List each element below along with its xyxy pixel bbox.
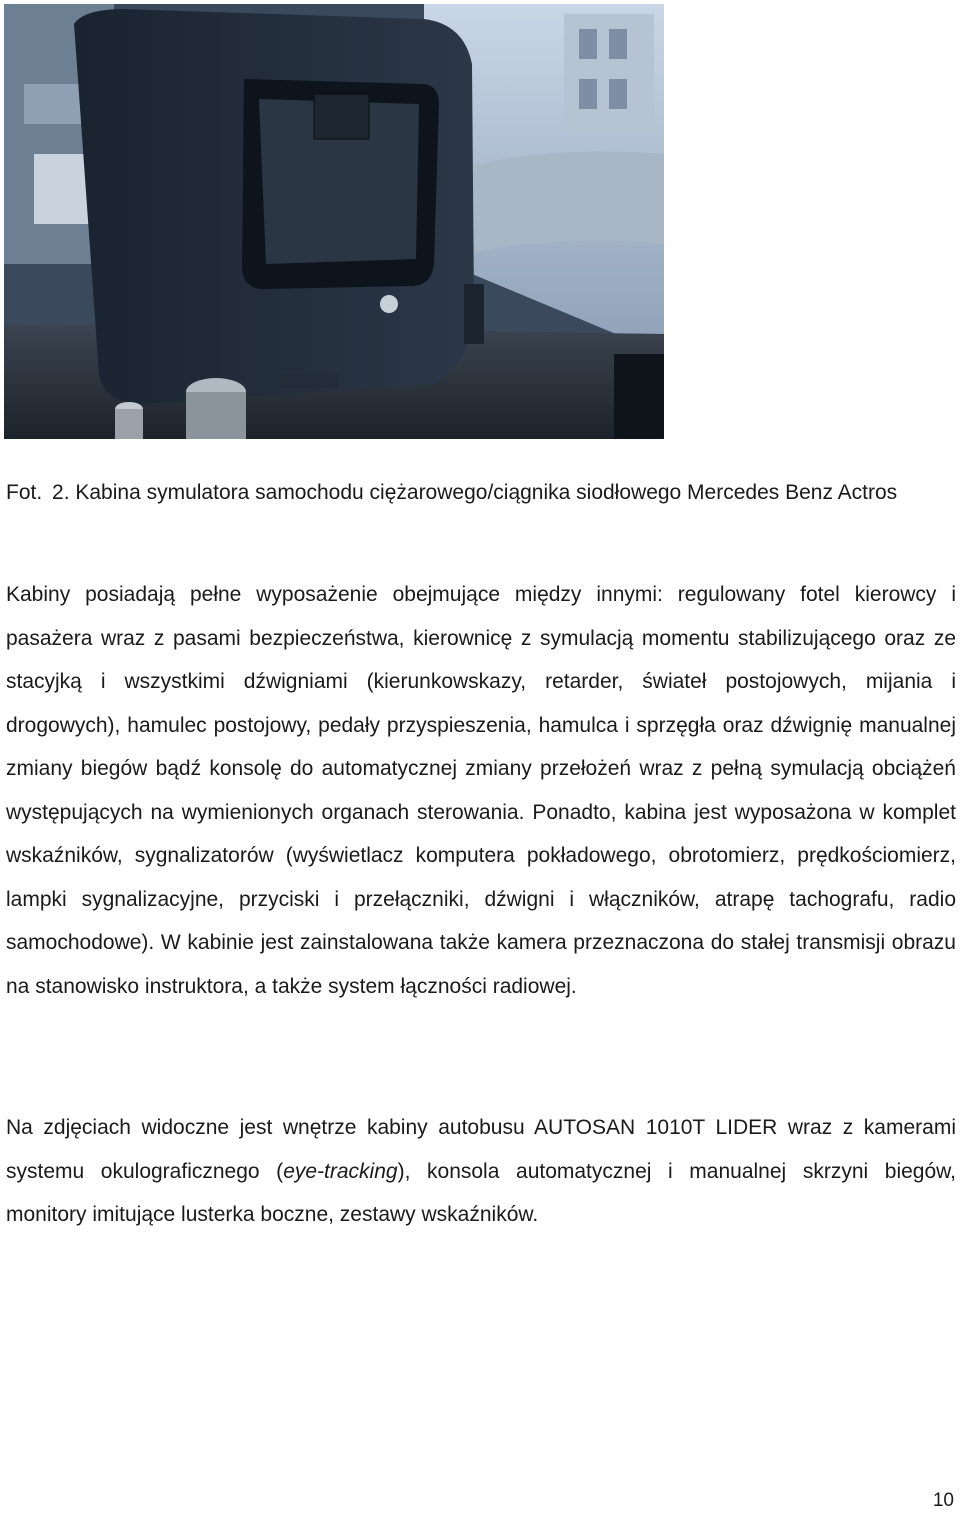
page-number: 10	[932, 1490, 954, 1511]
caption-text: Kabina symulatora samochodu ciężarowego/ciągnika siodłowego Mercedes Benz Actros	[75, 481, 898, 504]
caption-label: Fot. 2.	[6, 481, 70, 504]
eye-tracking-term: eye-tracking	[283, 1159, 398, 1183]
paragraph-bus-interior-part1: Na zdjęciach widoczne jest wnętrze kabiny autobusu AUTOSAN 1010T LIDER wraz z kamerami systemu okulograficznego (	[6, 1116, 956, 1183]
photo-illustration	[4, 4, 664, 439]
paragraph-bus-interior	[6, 1106, 956, 1237]
truck-cab-photo	[4, 4, 664, 439]
paragraph-bus-interior-part2: ), konsola automatycznej i manualnej skrzyni biegów, monitory imitujące lusterka boczne, zestawy wskaźników.	[6, 1159, 956, 1226]
paragraph-cab-equipment: Kabiny posiadają pełne wyposażenie obejmujące między innymi: regulowany fotel kierowcy i pasażera wraz z pasami bezpieczeństwa, kierownicę z symulacją momentu stabilizującego oraz ze stacyjką i wszystkimi dźwigniami (kierunkowskazy, retarder, świateł postojowych, mijania i drogowych), hamulec postojowy, pedały przyspieszenia, hamulca i sprzęgła oraz dźwignię manualnej zmiany biegów bądź konsolę do automatycznej zmiany przełożeń wraz z pełną symulacją obciążeń występujących na wymienionych organach sterowania. Ponadto, kabina jest wyposażona w komplet wskaźników, sygnalizatorów (wyświetlacz komputera pokładowego, obrotomierz, prędkościomierz, lampki sygnalizacyjne, przyciski i przełączniki, dźwigni i włączników, atrapę tachografu, radio samochodowe). W kabinie jest zainstalowana także kamera przeznaczona do stałej transmisji obrazu na stanowisko instruktora, a także system łączności radiowej.	[6, 583, 956, 998]
figure-caption	[6, 474, 954, 512]
